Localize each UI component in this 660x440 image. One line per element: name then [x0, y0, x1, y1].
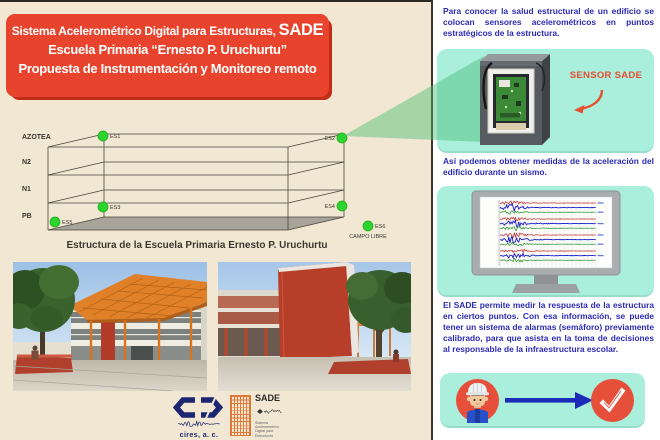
sensor-label-es1: ES1: [110, 134, 121, 140]
photo2-left-facade: [218, 290, 280, 357]
worker-eye-right: [480, 399, 482, 401]
arrow-right-icon: [505, 390, 593, 411]
banner-title-prefix: Sistema Acelerométrico Digital para Estructuras,: [11, 24, 279, 38]
cires-logo: [172, 395, 226, 439]
paragraph-sensors: Para conocer la salud estructural de un edificio se colocan sensores acelerométricos en puntos estratégicos de la estructura.: [443, 6, 654, 38]
cires-waveform: [178, 421, 220, 426]
checkmark-icon: [590, 378, 635, 423]
sensor-top-face: [480, 54, 550, 61]
worker-helmet-brim: [466, 392, 489, 395]
sensor-dot-es1: [98, 131, 108, 141]
sensor-dot-es5: [50, 217, 60, 227]
sensor-label-es3: ES3: [110, 205, 121, 211]
sensor-dot-es3: [98, 202, 108, 212]
top-border-line: [0, 0, 433, 2]
curved-arrow-icon: [572, 88, 606, 114]
sensor-dots: [50, 131, 373, 231]
sensor-dot-es4: [337, 201, 347, 211]
monitor-graphic: [470, 190, 626, 296]
banner-line-2: Escuela Primaria “Ernesto P. Uruchurtu”: [48, 42, 287, 57]
sensor-label-es2: ES2: [324, 136, 335, 142]
title-banner: [6, 14, 329, 97]
monitor-base: [512, 284, 580, 293]
sensor-base-board: [496, 123, 526, 130]
worker-icon: [455, 378, 500, 423]
sensor-device-image: [476, 51, 556, 147]
sensor-dot-es2: [337, 133, 347, 143]
photo-school-red-wall: [218, 262, 411, 391]
sade-subline-2: Acelerométrico: [255, 425, 279, 430]
sensor-sade-label: SENSOR SADE: [569, 70, 643, 81]
sade-subline-1: Sistema: [255, 421, 268, 425]
photo1-planter: [15, 355, 73, 375]
sade-subline-4: Estructuras: [255, 433, 274, 438]
banner-line-1: [6, 22, 329, 39]
sensor-label-es4: ES4: [324, 204, 335, 210]
banner-line-3: Propuesta de Instrumentación y Monitoreo remoto: [18, 61, 317, 76]
cires-name: cires, a. c.: [179, 432, 219, 439]
structure-diagram: [0, 118, 430, 255]
photo2-red-wall: [278, 262, 359, 359]
worker-shirt-strap: [475, 409, 480, 423]
paragraph-measures: Así podemos obtener medidas de la aceleración del edificio durante un sismo.: [443, 156, 654, 177]
photo-school-courtyard: [13, 262, 207, 391]
floor-slab: [48, 217, 344, 230]
sade-logo-grid-icon: [230, 395, 251, 436]
diagram-caption: Estructura de la Escuela Primaria Ernesto P. Uruchurtu: [66, 240, 328, 251]
sade-logo: [230, 393, 290, 439]
floor-label-pb: PB: [22, 213, 32, 220]
floor-label-n2: N2: [22, 159, 31, 166]
floor-labels: [22, 134, 51, 220]
sensor-label-es5: ES5: [62, 220, 73, 226]
sensor-side-face: [542, 54, 550, 145]
worker-eye-left: [474, 399, 476, 401]
wireframe-lines: [48, 134, 344, 230]
photo2-person: [393, 350, 399, 363]
sade-subline-3: Digital para: [255, 429, 274, 434]
campo-libre-label: CAMPO LIBRE: [349, 234, 387, 240]
paragraph-alarms: El SADE permite medir la respuesta de la estructura en ciertos puntos. Con esa información, se puede tener un sistema de alarmas (semáforo) previamente calibrado, para que asista en la toma de decisiones al responsable de la infraestructura escolar.: [443, 300, 654, 354]
sade-logo-waveform: [255, 407, 283, 416]
monitor-neck: [534, 275, 558, 284]
sensor-label-es6: ES6: [375, 224, 386, 230]
sade-logo-text-column: [255, 393, 289, 438]
panel-divider-line: [431, 0, 433, 440]
sade-logo-name: SADE: [255, 393, 281, 403]
floor-label-n1: N1: [22, 186, 31, 193]
floor-label-azotea: AZOTEA: [22, 134, 51, 141]
sensor-circuit-board: [496, 77, 526, 121]
banner-title-acronym: SADE: [278, 21, 324, 39]
sensor-dot-es6: [363, 221, 373, 231]
photo1-person: [32, 346, 39, 360]
